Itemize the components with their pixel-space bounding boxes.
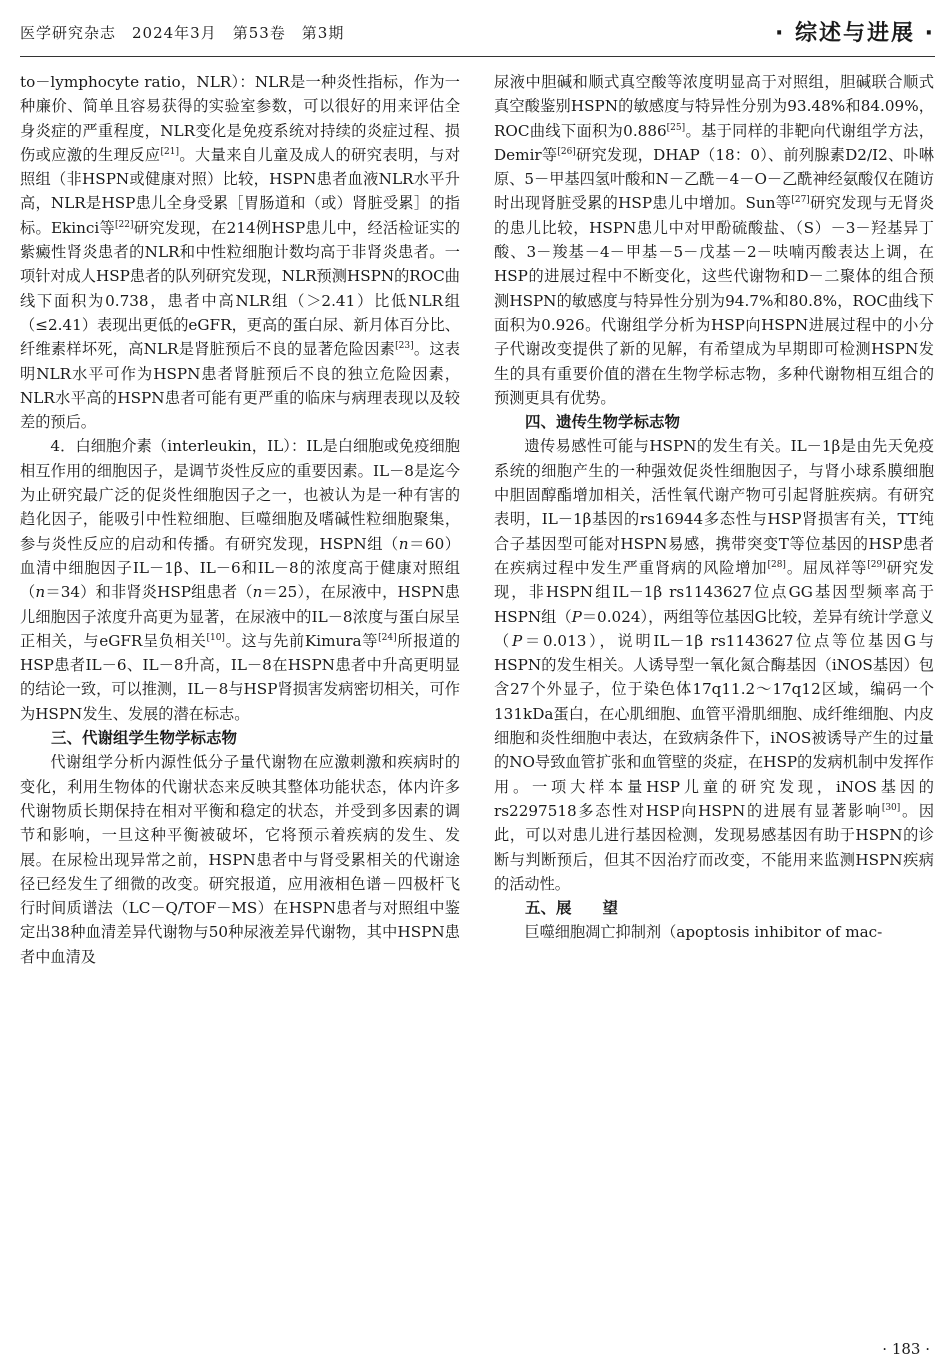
- paragraph-interleukin: 4．白细胞介素（interleukin，IL）：IL是白细胞或免疫细胞相互作用的细胞因子，是调节炎性反应的重要因素。IL－8是迄今为止研究最广泛的促炎性细胞因子之一，也被认为是一种有害的趋化因子，能吸引中性粒细胞、巨噬细胞及嗜碱性粒细胞聚集，参与炎性反应的启动和传播。有研究发现，HSPN组（n＝60）血清中细胞因子IL－1β、IL－6和IL－8的浓度高于健康对照组（n＝34）和非肾炎HSP组患者（n＝25），在尿液中，HSPN患儿细胞因子浓度升高更为显著，在尿液中的IL－8浓度与蛋白尿呈正相关，与eGFR呈负相关[10]。这与先前Kimura等[24]所报道的HSP患者IL－6、IL－8升高，IL－8在HSPN患者中升高更明显的结论一致，可以推测，IL－8与HSP肾损害发病密切相关，可作为HSPN发生、发展的潜在标志。: [20, 437, 461, 723]
- section-heading-genetics: 四、遗传生物学标志物: [525, 413, 681, 432]
- citation: [27]: [791, 195, 810, 206]
- right-column: [494, 70, 934, 945]
- header-rule: [20, 56, 935, 57]
- section-heading-outlook: 五、展 望: [525, 899, 619, 918]
- citation: [25]: [666, 122, 686, 133]
- citation: [29]: [867, 559, 886, 570]
- page-number: · 183 ·: [882, 1340, 930, 1358]
- citation: [30]: [881, 802, 901, 813]
- citation: [24]: [378, 632, 397, 643]
- citation: [28]: [767, 559, 786, 570]
- citation: [22]: [115, 219, 134, 230]
- journal-info: 医学研究杂志 2024年3月 第53卷 第3期: [20, 24, 345, 42]
- paragraph-metabolomics-cont: 尿液中胆碱和顺式真空酸等浓度明显高于对照组，胆碱联合顺式真空酸鉴别HSPN的敏感度与特异性分别为93.48%和84.09%，ROC曲线下面积为0.886[25]。基于同样的非靶向代谢组学方法，Demir等[26]研究发现，DHAP（18：0）、前列腺素D2/I2、卟啉原、5－甲基四氢叶酸和N－乙酰－4－O－乙酰神经氨酸仅在随访时出现肾脏受累的HSP患儿中增加。Sun等[27]研究发现与无肾炎的患儿比较，HSPN患儿中对甲酚硫酸盐、（S）－3－羟基异丁酸、3－羧基－4－甲基－5－戊基－2－呋喃丙酸表达上调，在HSP的进展过程中不断变化，这些代谢物和D－二聚体的组合预测HSPN的敏感度与特异性分别为94.7%和80.8%，ROC曲线下面积为0.926。代谢组学分析为HSP向HSPN进展过程中的小分子代谢改变提供了新的见解，有希望成为早期即可检测HSPN发生的具有重要价值的潜在生物学标志物，多种代谢物相互组合的预测更具有优势。: [494, 73, 935, 407]
- section-heading-metabolomics: 三、代谢组学生物学标志物: [51, 729, 238, 748]
- paragraph-metabolomics: 代谢组学分析内源性低分子量代谢物在应激刺激和疾病时的变化，利用生物体的代谢状态来反映其整体功能状态，体内许多代谢物质长期保持在相对平衡和稳定的状态，并受到多因素的调节和影响，一旦这种平衡被破坏，它将预示着疾病的发生、发展。在尿检出现异常之前，HSPN患者中与肾受累相关的代谢途径已经发生了细微的改变。研究报道，应用液相色谱－四极杆飞行时间质谱法（LC－Q/TOF－MS）在HSPN患者与对照组中鉴定出38种血清差异代谢物与50种尿液差异代谢物，其中HSPN患者中血清及: [20, 753, 460, 966]
- paragraph-outlook: 巨噬细胞凋亡抑制剂（apoptosis inhibitor of mac-: [524, 923, 883, 942]
- left-column: [20, 70, 460, 969]
- paragraph-genetics: 遗传易感性可能与HSPN的发生有关。IL－1β是由先天免疫系统的细胞产生的一种强效促炎性细胞因子，与肾小球系膜细胞中胆固醇酯增加相关，活性氧代谢产物可引起肾脏疾病。有研究表明，IL－1β基因的rs16944多态性与HSP肾损害有关，TT纯合子基因型可能对HSPN易感，携带突变T等位基因的HSP患者在疾病过程中发生严重肾病的风险增加[28]。屈凤祥等[29]研究发现，非HSPN组IL－1β rs1143627位点GG基因型频率高于HSPN组（P＝0.024），两组等位基因G比较，差异有统计学意义（P＝0.013），说明IL－1β rs1143627位点等位基因G与HSPN的发生相关。人诱导型一氧化氮合酶基因（iNOS基因）包含27个外显子，位于染色体17q11.2～17q12区域，编码一个131kDa蛋白，在心肌细胞、血管平滑肌细胞、成纤维细胞、内皮细胞和炎性细胞中表达，在致病条件下，iNOS被诱导产生的过量的NO导致血管扩张和血管壁的炎症，在HSP的发病机制中发挥作用。一项大样本量HSP儿童的研究发现，iNOS基因的rs2297518多态性对HSP向HSPN的进展有显著影响[30]。因此，可以对患儿进行基因检测，发现易感基因有助于HSPN的诊断与判断预后，但其不因治疗而改变，不能用来监测HSPN疾病的活动性。: [494, 437, 935, 893]
- paragraph-nlr: to－lymphocyte ratio，NLR）：NLR是一种炎性指标，作为一种廉价、简单且容易获得的实验室参数，可以很好的用来评估全身炎症的严重程度，NLR变化是免疫系统对持续的炎症过程、损伤或应激的生理反应[21]。大量来自儿童及成人的研究表明，与对照组（非HSPN或健康对照）比较，HSPN患者血液NLR水平升高，NLR是HSP患儿全身受累［胃肠道和（或）肾脏受累］的指标。Ekinci等[22]研究发现，在214例HSP患儿中，经活检证实的紫癜性肾炎患者的NLR和中性粒细胞计数均高于非肾炎患者。一项针对成人HSP患者的队列研究发现，NLR预测HSPN的ROC曲线下面积为0.738，患者中高NLR组（＞2.41）比低NLR组（≤2.41）表现出更低的eGFR，更高的蛋白尿、新月体百分比、纤维素样坏死，高NLR是肾脏预后不良的显著危险因素[23]。这表明NLR水平可作为HSPN患者肾脏预后不良的独立危险因素，NLR水平高的HSPN患者可能有更严重的临床与病理表现以及较差的预后。: [20, 73, 461, 432]
- running-header: [20, 14, 935, 54]
- citation: [21]: [160, 146, 179, 157]
- citation: [26]: [557, 146, 576, 157]
- citation: [10]: [206, 632, 225, 643]
- citation: [23]: [395, 341, 414, 352]
- section-tag: · 综述与进展 ·: [774, 21, 935, 46]
